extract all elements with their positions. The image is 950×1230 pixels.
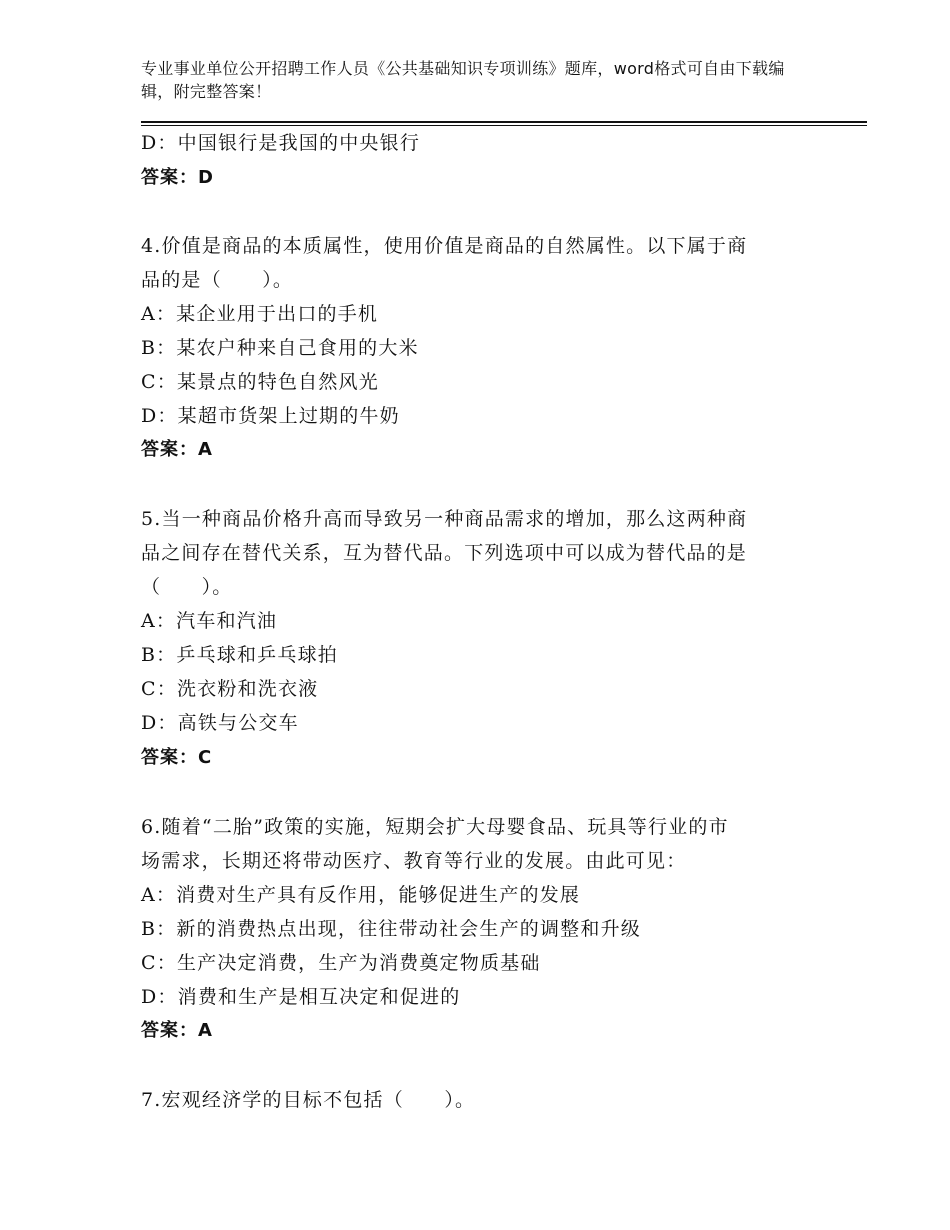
q7-stem-line1: 7.宏观经济学的目标不包括（ ）。 (141, 1089, 476, 1111)
q4-option-d: D：某超市货架上过期的牛奶 (141, 405, 400, 427)
q4-stem-line1: 4.价值是商品的本质属性，使用价值是商品的自然属性。以下属于商 (141, 235, 748, 257)
q6-option-d: D：消费和生产是相互决定和促进的 (141, 986, 461, 1008)
q5-stem-line2: 品之间存在替代关系，互为替代品。下列选项中可以成为替代品的是 (141, 542, 748, 564)
q3-answer: 答案：D (141, 167, 214, 188)
q5-answer: 答案：C (141, 747, 213, 768)
q5-option-c: C：洗衣粉和洗衣液 (141, 678, 319, 700)
q4-stem-line2: 品的是（ ）。 (141, 269, 294, 291)
q5-option-d: D：高铁与公交车 (141, 712, 299, 734)
q5-option-a: A：汽车和汽油 (141, 610, 278, 632)
q4-option-c: C：某景点的特色自然风光 (141, 371, 379, 393)
q3-option-d: D：中国银行是我国的中央银行 (141, 132, 421, 154)
q6-answer: 答案：A (141, 1020, 213, 1041)
q5-stem-line3: （ ）。 (141, 576, 233, 598)
q6-stem-line1: 6.随着“二胎”政策的实施，短期会扩大母婴食品、玩具等行业的市 (141, 816, 729, 838)
document-header: 专业事业单位公开招聘工作人员《公共基础知识专项训练》题库，word格式可自由下载编辑，附完整答案！ (141, 59, 785, 101)
q4-option-b: B：某农户种来自己食用的大米 (141, 337, 419, 359)
q6-option-b: B：新的消费热点出现，往往带动社会生产的调整和升级 (141, 918, 641, 940)
q6-stem-line2: 场需求，长期还将带动医疗、教育等行业的发展。由此可见： (141, 850, 687, 872)
q4-option-a: A：某企业用于出口的手机 (141, 303, 379, 325)
q5-option-b: B：乒乓球和乒乓球拍 (141, 644, 338, 666)
header-rule-thick (141, 121, 867, 123)
q5-stem-line1: 5.当一种商品价格升高而导致另一种商品需求的增加，那么这两种商 (141, 508, 748, 530)
q6-option-a: A：消费对生产具有反作用，能够促进生产的发展 (141, 884, 581, 906)
q6-option-c: C：生产决定消费，生产为消费奠定物质基础 (141, 952, 541, 974)
q4-answer: 答案：A (141, 439, 213, 460)
